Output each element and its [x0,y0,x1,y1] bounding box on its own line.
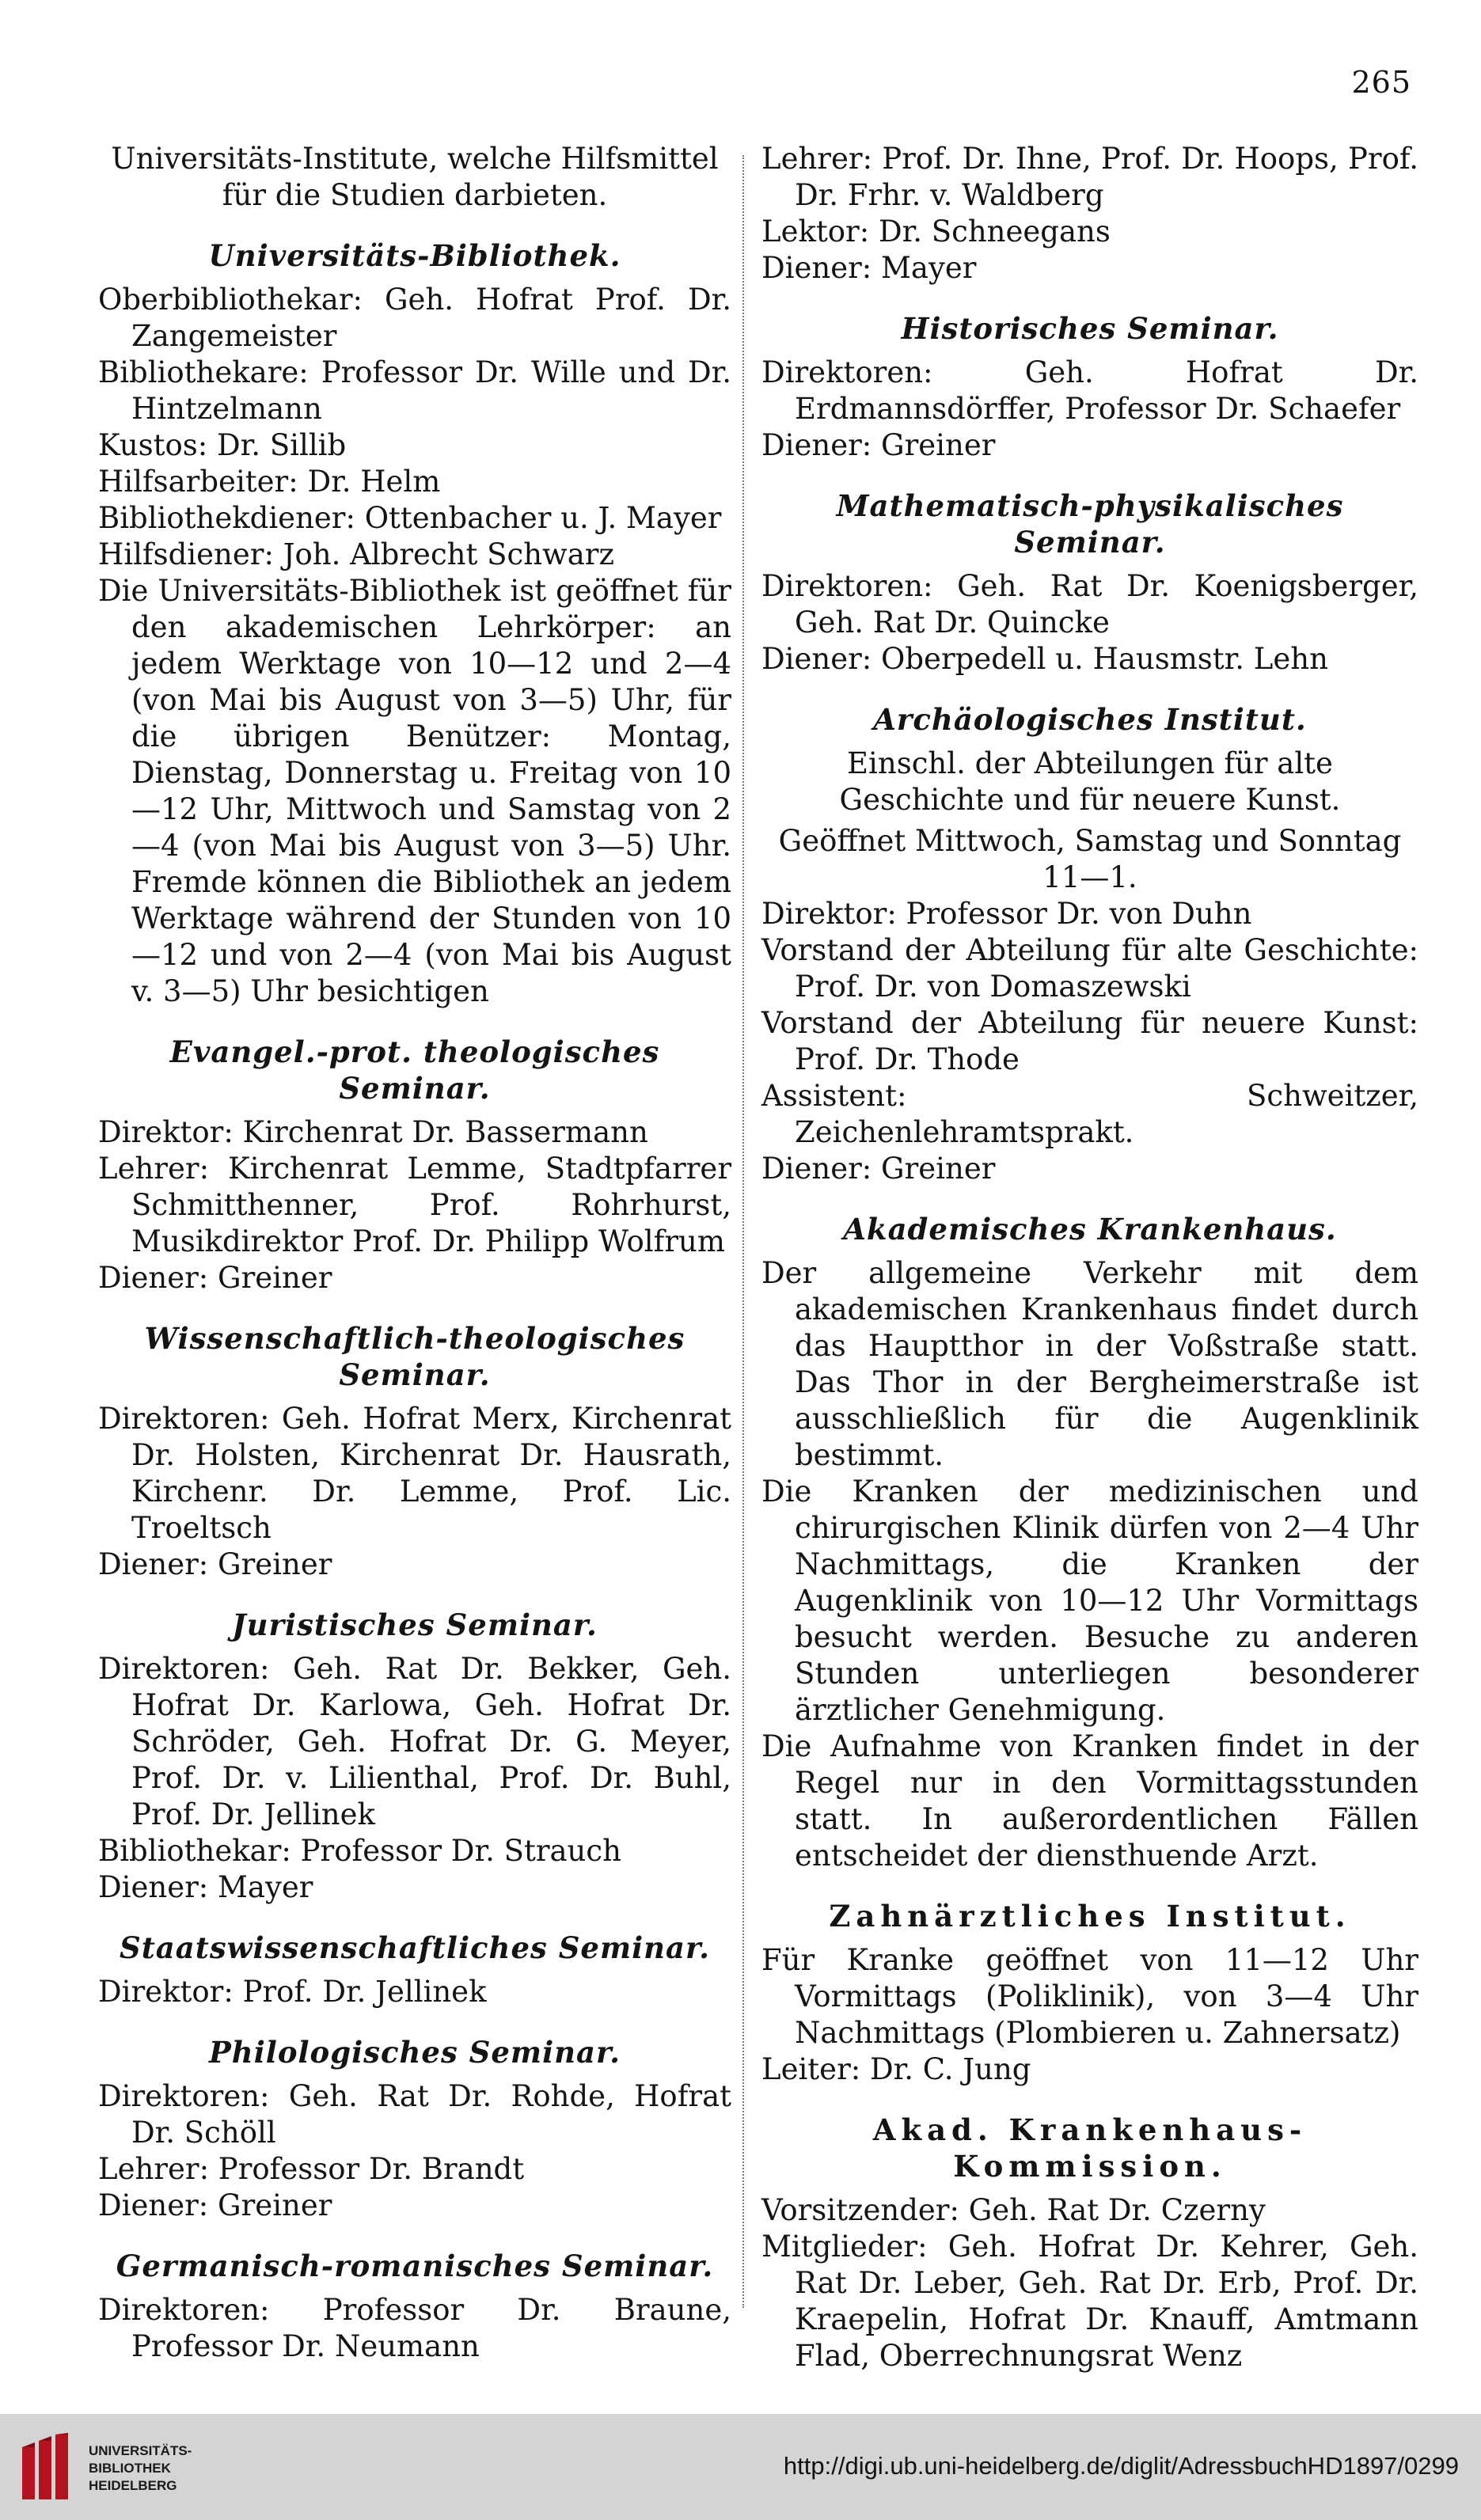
logo-line: HEIDELBERG [89,2478,177,2493]
section-title: Akademisches Krankenhaus. [843,1212,1337,1247]
section-title: Mathematisch-physikalisches Seminar. [836,488,1344,560]
entry-line: Diener: Mayer [761,251,977,285]
section-wissenschaftlich-theologisches-seminar [98,1320,731,1583]
entry-line: Geöffnet Mittwoch, Samstag und Sonntag 11—1. [778,824,1402,894]
entry-paragraph: Für Kranke geöffnet von 11—12 Uhr Vormittags (Poliklinik), von 3—4 Uhr Nachmittags (Plombieren u. Zahnersatz) [761,1943,1418,2050]
entry-line: Diener: Greiner [761,428,996,462]
section-title: Zahnärztliches Institut. [829,1899,1351,1934]
left-column [98,141,731,2389]
right-column [761,141,1418,2398]
entry-line: Hilfsarbeiter: Dr. Helm [98,465,441,499]
entry-line: Direktor: Kirchenrat Dr. Bassermann [98,1115,648,1149]
entry-line: Diener: Greiner [98,2188,332,2222]
section-universitaets-institute [98,141,731,214]
section-archaeologisches-institut [761,701,1418,1187]
section-title: Juristisches Seminar. [232,1607,598,1642]
entry-line: Lehrer: Professor Dr. Brandt [98,2152,525,2186]
entry-line: Bibliothekare: Professor Dr. Wille und Dr. Hintzelmann [98,355,731,426]
section-intro: Universitäts-Institute, welche Hilfsmittel für die Studien darbieten. [111,142,719,212]
entry-line: Direktoren: Geh. Rat Dr. Bekker, Geh. Hofrat Dr. Karlowa, Geh. Hofrat Dr. Schröder, Geh. Hofrat Dr. G. Meyer, Prof. Dr. v. Lilienthal, Prof. Dr. Buhl, Prof. Dr. Jellinek [98,1652,731,1831]
entry-line: Direktoren: Geh. Rat Dr. Rohde, Hofrat Dr. Schöll [98,2079,731,2150]
section-philologisches-seminar [98,2034,731,2224]
entry-paragraph: Die Kranken der medizinischen und chirurgischen Klinik dürfen von 2—4 Uhr Nachmittags, die Kranken der Augenklinik von 10—12 Uhr Vormittags besucht werden. Besuche zu anderen Stunden unterliegen besonderer ärztlicher Genehmigung. [761,1474,1418,1727]
section-title: Wissenschaftlich-theologisches Seminar. [144,1321,685,1392]
entry-line: Direktoren: Geh. Hofrat Merx, Kirchenrat Dr. Holsten, Kirchenrat Dr. Hausrath, Kirchenr. Dr. Lemme, Prof. Lic. Troeltsch [98,1402,731,1545]
entry-line: Leiter: Dr. C. Jung [761,2052,1031,2086]
entry-line: Oberbibliothekar: Geh. Hofrat Prof. Dr. Zangemeister [98,283,731,353]
entry-line: Direktoren: Geh. Rat Dr. Koenigsberger, Geh. Rat Dr. Quincke [761,569,1418,639]
section-akademisches-krankenhaus [761,1211,1418,1874]
entry-line: Diener: Greiner [98,1547,332,1581]
logo-line: UNIVERSITÄTS- [89,2443,192,2458]
entry-line: Lektor: Dr. Schneegans [761,214,1111,249]
entry-paragraph: Die Aufnahme von Kranken findet in der Regel nur in den Vormittagsstunden statt. In außerordentlichen Fällen entscheidet der diensthuende Arzt. [761,1729,1418,1873]
entry-line: Diener: Mayer [98,1870,313,1904]
section-staatswissenschaftliches-seminar [98,1930,731,2010]
footer-bar [0,2414,1481,2520]
section-title: Philologisches Seminar. [208,2035,621,2070]
library-logo-text [89,2442,192,2495]
entry-line: Direktor: Prof. Dr. Jellinek [98,1975,487,2009]
entry-line: Bibliothekar: Professor Dr. Strauch [98,1834,621,1868]
entry-line: Direktoren: Professor Dr. Braune, Professor Dr. Neumann [98,2293,731,2363]
entry-paragraph: Der allgemeine Verkehr mit dem akademischen Krankenhaus findet durch das Hauptthor in der Voßstraße statt. Das Thor in der Bergheimerstraße ist ausschließlich für die Augenklinik bestimmt. [761,1256,1418,1472]
section-germanisch-romanisches-seminar [98,2248,731,2365]
section-title: Germanisch-romanisches Seminar. [116,2249,714,2283]
entry-line: Vorsitzender: Geh. Rat Dr. Czerny [761,2193,1266,2227]
section-title: Universitäts-Bibliothek. [208,238,621,273]
section-zahnaerztliches-institut [761,1898,1418,2088]
page-number: 265 [1351,65,1411,100]
entry-line: Vorstand der Abteilung für alte Geschichte: Prof. Dr. von Domaszewski [761,933,1418,1004]
entry-line: Diener: Oberpedell u. Hausmstr. Lehn [761,642,1328,676]
section-historisches-seminar [761,310,1418,464]
section-title: Evangel.-prot. theologisches Seminar. [169,1034,660,1106]
logo-line: BIBLIOTHEK [89,2461,171,2476]
section-krankenhaus-kommission [761,2112,1418,2374]
section-title: Staatswissenschaftliches Seminar. [119,1930,711,1965]
entry-line: Vorstand der Abteilung für neuere Kunst: Prof. Dr. Thode [761,1006,1418,1076]
section-juristisches-seminar [98,1607,731,1906]
entry-line: Direktoren: Geh. Hofrat Dr. Erdmannsdörffer, Professor Dr. Schaefer [761,355,1418,426]
entry-paragraph: Mitglieder: Geh. Hofrat Dr. Kehrer, Geh. Rat Dr. Leber, Geh. Rat Dr. Erb, Prof. Dr. Kraepelin, Hofrat Dr. Knauff, Amtmann Flad, Oberrechnungsrat Wenz [761,2230,1418,2373]
column-divider [742,155,744,2308]
entry-line: Assistent: Schweitzer, Zeichenlehramtsprakt. [761,1079,1418,1149]
section-evangel-prot-seminar [98,1034,731,1296]
section-mathematisch-physikalisches-seminar [761,488,1418,677]
entry-line: Diener: Greiner [98,1261,332,1295]
library-logo-icon [17,2433,81,2504]
section-title: Archäologisches Institut. [873,702,1307,737]
library-logo[interactable] [17,2433,223,2504]
entry-line: Direktor: Professor Dr. von Duhn [761,897,1252,931]
section-universitaets-bibliothek [98,237,731,1010]
entry-line: Lehrer: Kirchenrat Lemme, Stadtpfarrer Schmitthenner, Prof. Rohrhurst, Musikdirektor Prof. Dr. Philipp Wolfrum [98,1152,731,1258]
section-germanisch-romanisches-continued [761,141,1418,287]
entry-line: Lehrer: Prof. Dr. Ihne, Prof. Dr. Hoops, Prof. Dr. Frhr. v. Waldberg [761,142,1418,212]
source-url-link[interactable]: http://digi.ub.uni-heidelberg.de/diglit/AdressbuchHD1897/0299 [783,2452,1459,2480]
section-intro: Einschl. der Abteilungen für alte Geschichte und für neuere Kunst. [839,746,1341,817]
section-title: Historisches Seminar. [901,311,1279,346]
entry-paragraph: Die Universitäts-Bibliothek ist geöffnet für den akademischen Lehrkörper: an jedem Werktage von 10—12 und 2—4 (von Mai bis August von 3—5) Uhr, für die übrigen Benützer: Montag, Dienstag, Donnerstag u. Freitag von 10—12 Uhr, Mittwoch und Samstag von 2—4 (von Mai bis August von 3—5) Uhr. Fremde können die Bibliothek an jedem Werktage während der Stunden von 10—12 und von 2—4 (von Mai bis August v. 3—5) Uhr besichtigen [98,574,731,1008]
section-title: Akad. Krankenhaus-Kommission. [872,2112,1308,2184]
entry-line: Bibliothekdiener: Ottenbacher u. J. Mayer [98,501,722,535]
entry-line: Hilfsdiener: Joh. Albrecht Schwarz [98,537,614,571]
entry-line: Kustos: Dr. Sillib [98,428,347,462]
entry-line: Diener: Greiner [761,1152,996,1186]
